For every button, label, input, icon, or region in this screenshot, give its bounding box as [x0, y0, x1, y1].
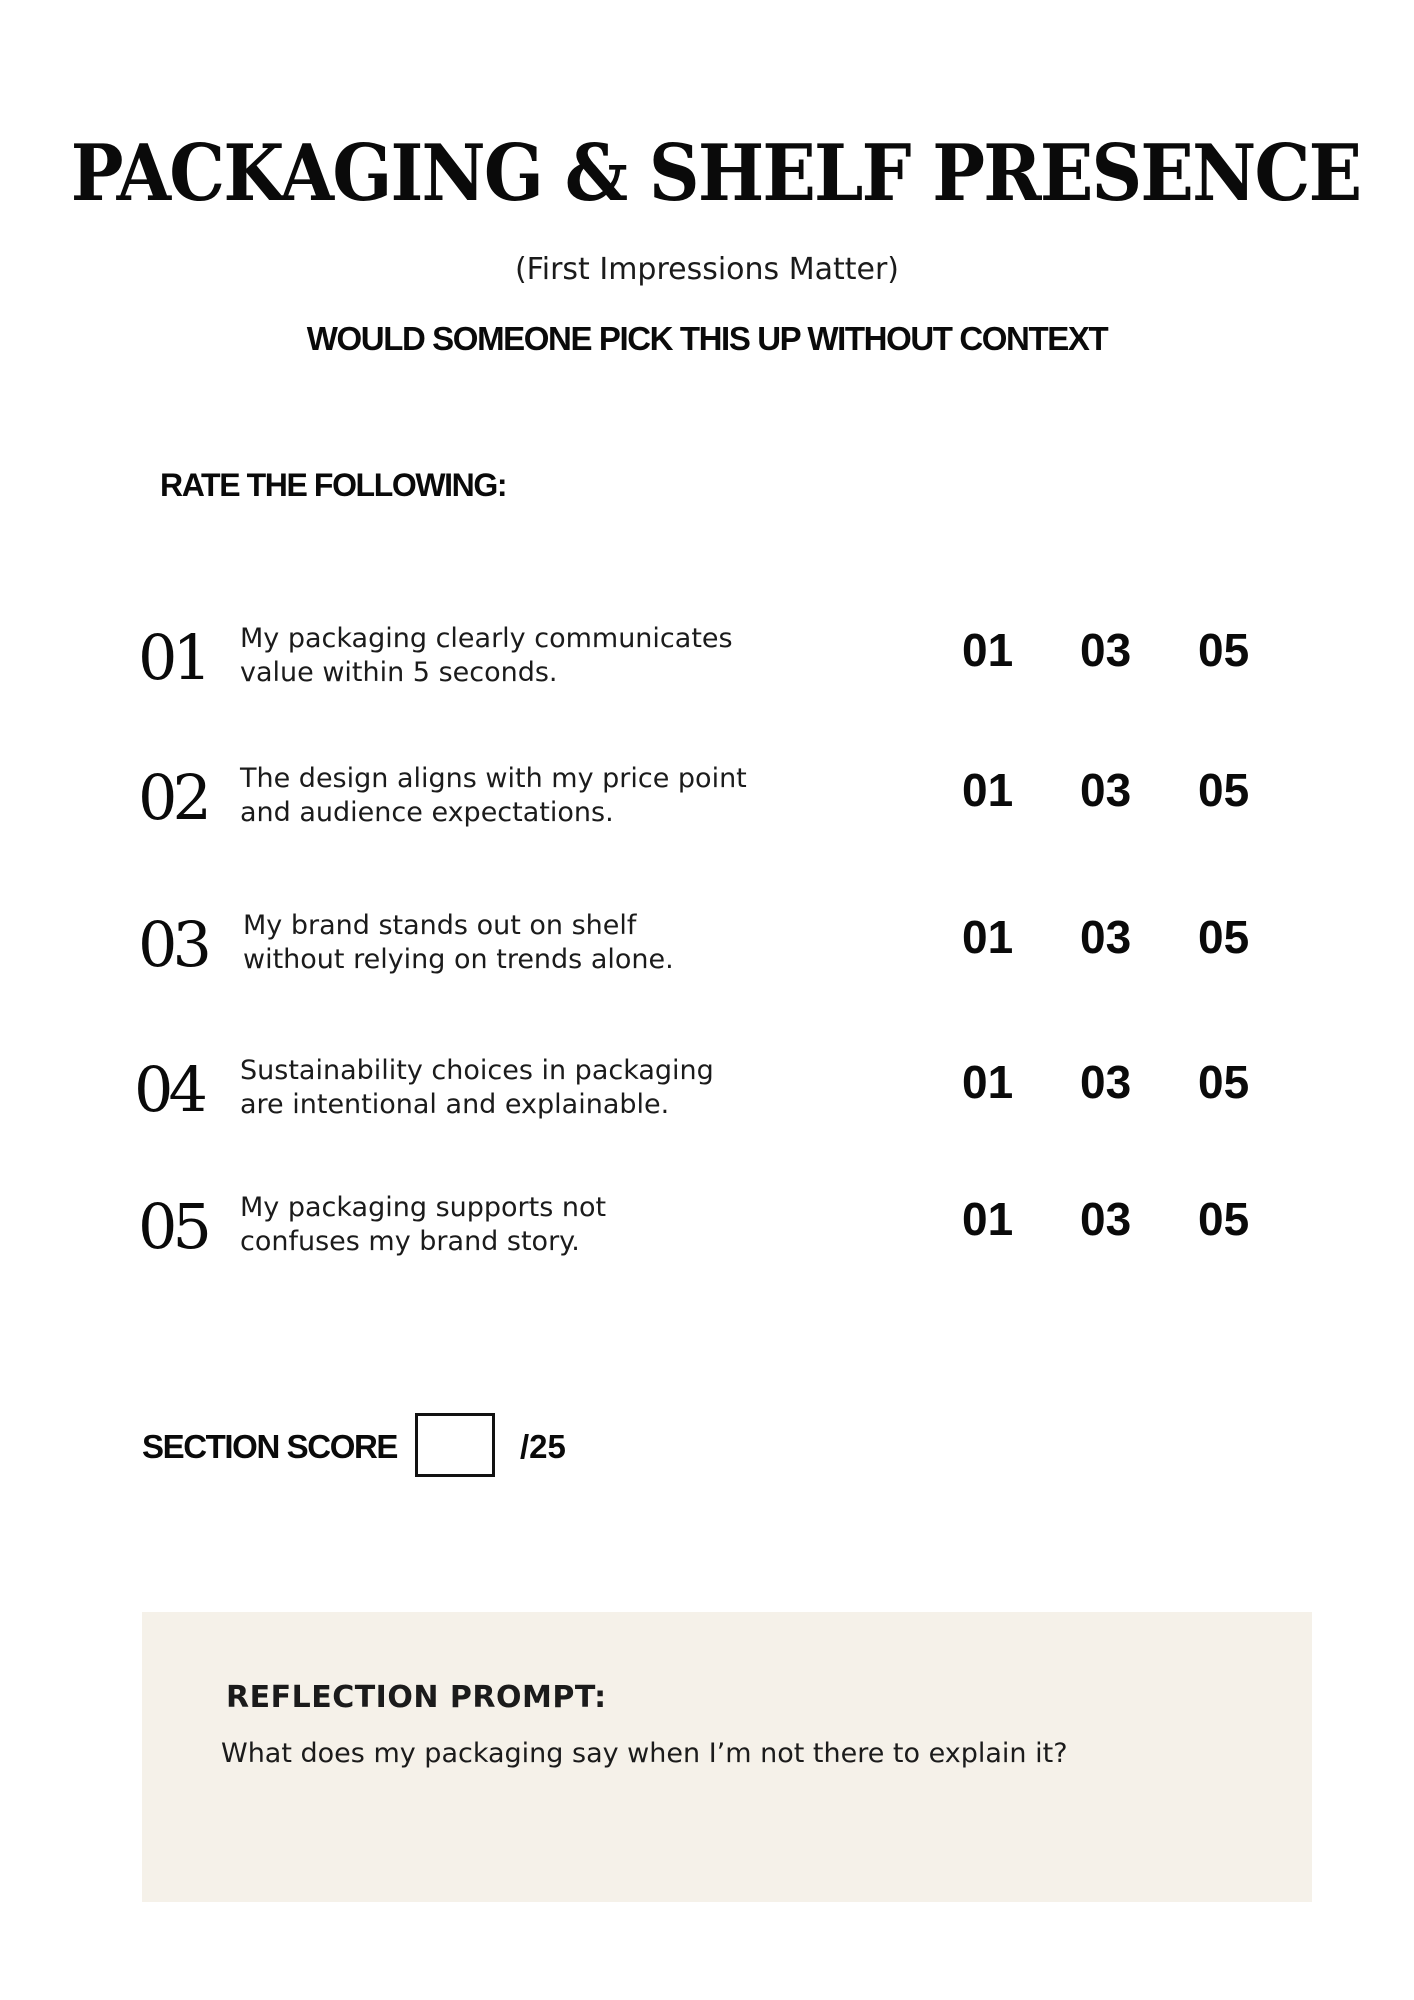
section-score-label: SECTION SCORE: [142, 1428, 398, 1465]
page-title: PACKAGING & SHELF PRESENCE: [70, 128, 1361, 219]
item-number: 04: [134, 1053, 203, 1126]
section-score-total: /25: [520, 1428, 566, 1465]
rating-scale: [962, 762, 1316, 818]
rating-option-03[interactable]: 03: [1080, 624, 1132, 676]
rating-row-1: [0, 618, 1414, 728]
rating-option-01[interactable]: 01: [962, 1056, 1014, 1108]
rating-option-05[interactable]: 05: [1198, 911, 1250, 963]
rating-option-03[interactable]: 03: [1080, 1056, 1132, 1108]
statement-line: The design aligns with my price point: [240, 763, 747, 794]
item-number: 03: [138, 908, 207, 981]
item-statement: [240, 1054, 840, 1122]
page-subtitle: (First Impressions Matter): [514, 252, 900, 287]
statement-line: My packaging supports not: [240, 1192, 607, 1223]
rating-option-01[interactable]: 01: [962, 1193, 1014, 1245]
section-score-input[interactable]: [415, 1413, 495, 1477]
rating-option-03[interactable]: 03: [1080, 911, 1132, 963]
rating-row-5: [0, 1187, 1414, 1297]
rating-row-3: [0, 905, 1414, 1015]
statement-line: Sustainability choices in packaging: [240, 1055, 714, 1086]
rate-heading: RATE THE FOLLOWING:: [160, 467, 507, 503]
statement-line: My brand stands out on shelf: [243, 910, 637, 941]
statement-line: confuses my brand story.: [240, 1226, 580, 1257]
statement-line: value within 5 seconds.: [240, 657, 558, 688]
reflection-panel: [142, 1612, 1312, 1902]
rating-option-03[interactable]: 03: [1080, 764, 1132, 816]
rating-scale: [962, 622, 1316, 678]
section-question: WOULD SOMEONE PICK THIS UP WITHOUT CONTEXT: [306, 320, 1108, 357]
rating-option-01[interactable]: 01: [962, 624, 1014, 676]
rating-option-05[interactable]: 05: [1198, 1193, 1250, 1245]
statement-line: My packaging clearly communicates: [240, 623, 733, 654]
item-number: 01: [138, 621, 207, 694]
statement-line: without relying on trends alone.: [243, 944, 674, 975]
item-number: 02: [138, 761, 207, 834]
rating-row-4: [0, 1050, 1414, 1160]
statement-line: are intentional and explainable.: [240, 1089, 670, 1120]
item-statement: [240, 1191, 840, 1259]
statement-line: and audience expectations.: [240, 797, 614, 828]
rating-option-01[interactable]: 01: [962, 911, 1014, 963]
rating-option-05[interactable]: 05: [1198, 624, 1250, 676]
item-statement: [240, 622, 840, 690]
rating-row-2: [0, 758, 1414, 868]
item-statement: [243, 909, 843, 977]
rating-option-05[interactable]: 05: [1198, 764, 1250, 816]
rating-scale: [962, 909, 1316, 965]
rating-option-01[interactable]: 01: [962, 764, 1014, 816]
rating-option-03[interactable]: 03: [1080, 1193, 1132, 1245]
rating-option-05[interactable]: 05: [1198, 1056, 1250, 1108]
item-number: 05: [138, 1190, 207, 1263]
rating-scale: [962, 1191, 1316, 1247]
rating-scale: [962, 1054, 1316, 1110]
item-statement: [240, 762, 840, 830]
reflection-title: REFLECTION PROMPT:: [226, 1680, 607, 1715]
reflection-prompt-text: What does my packaging say when I’m not there to explain it?: [221, 1738, 1068, 1769]
